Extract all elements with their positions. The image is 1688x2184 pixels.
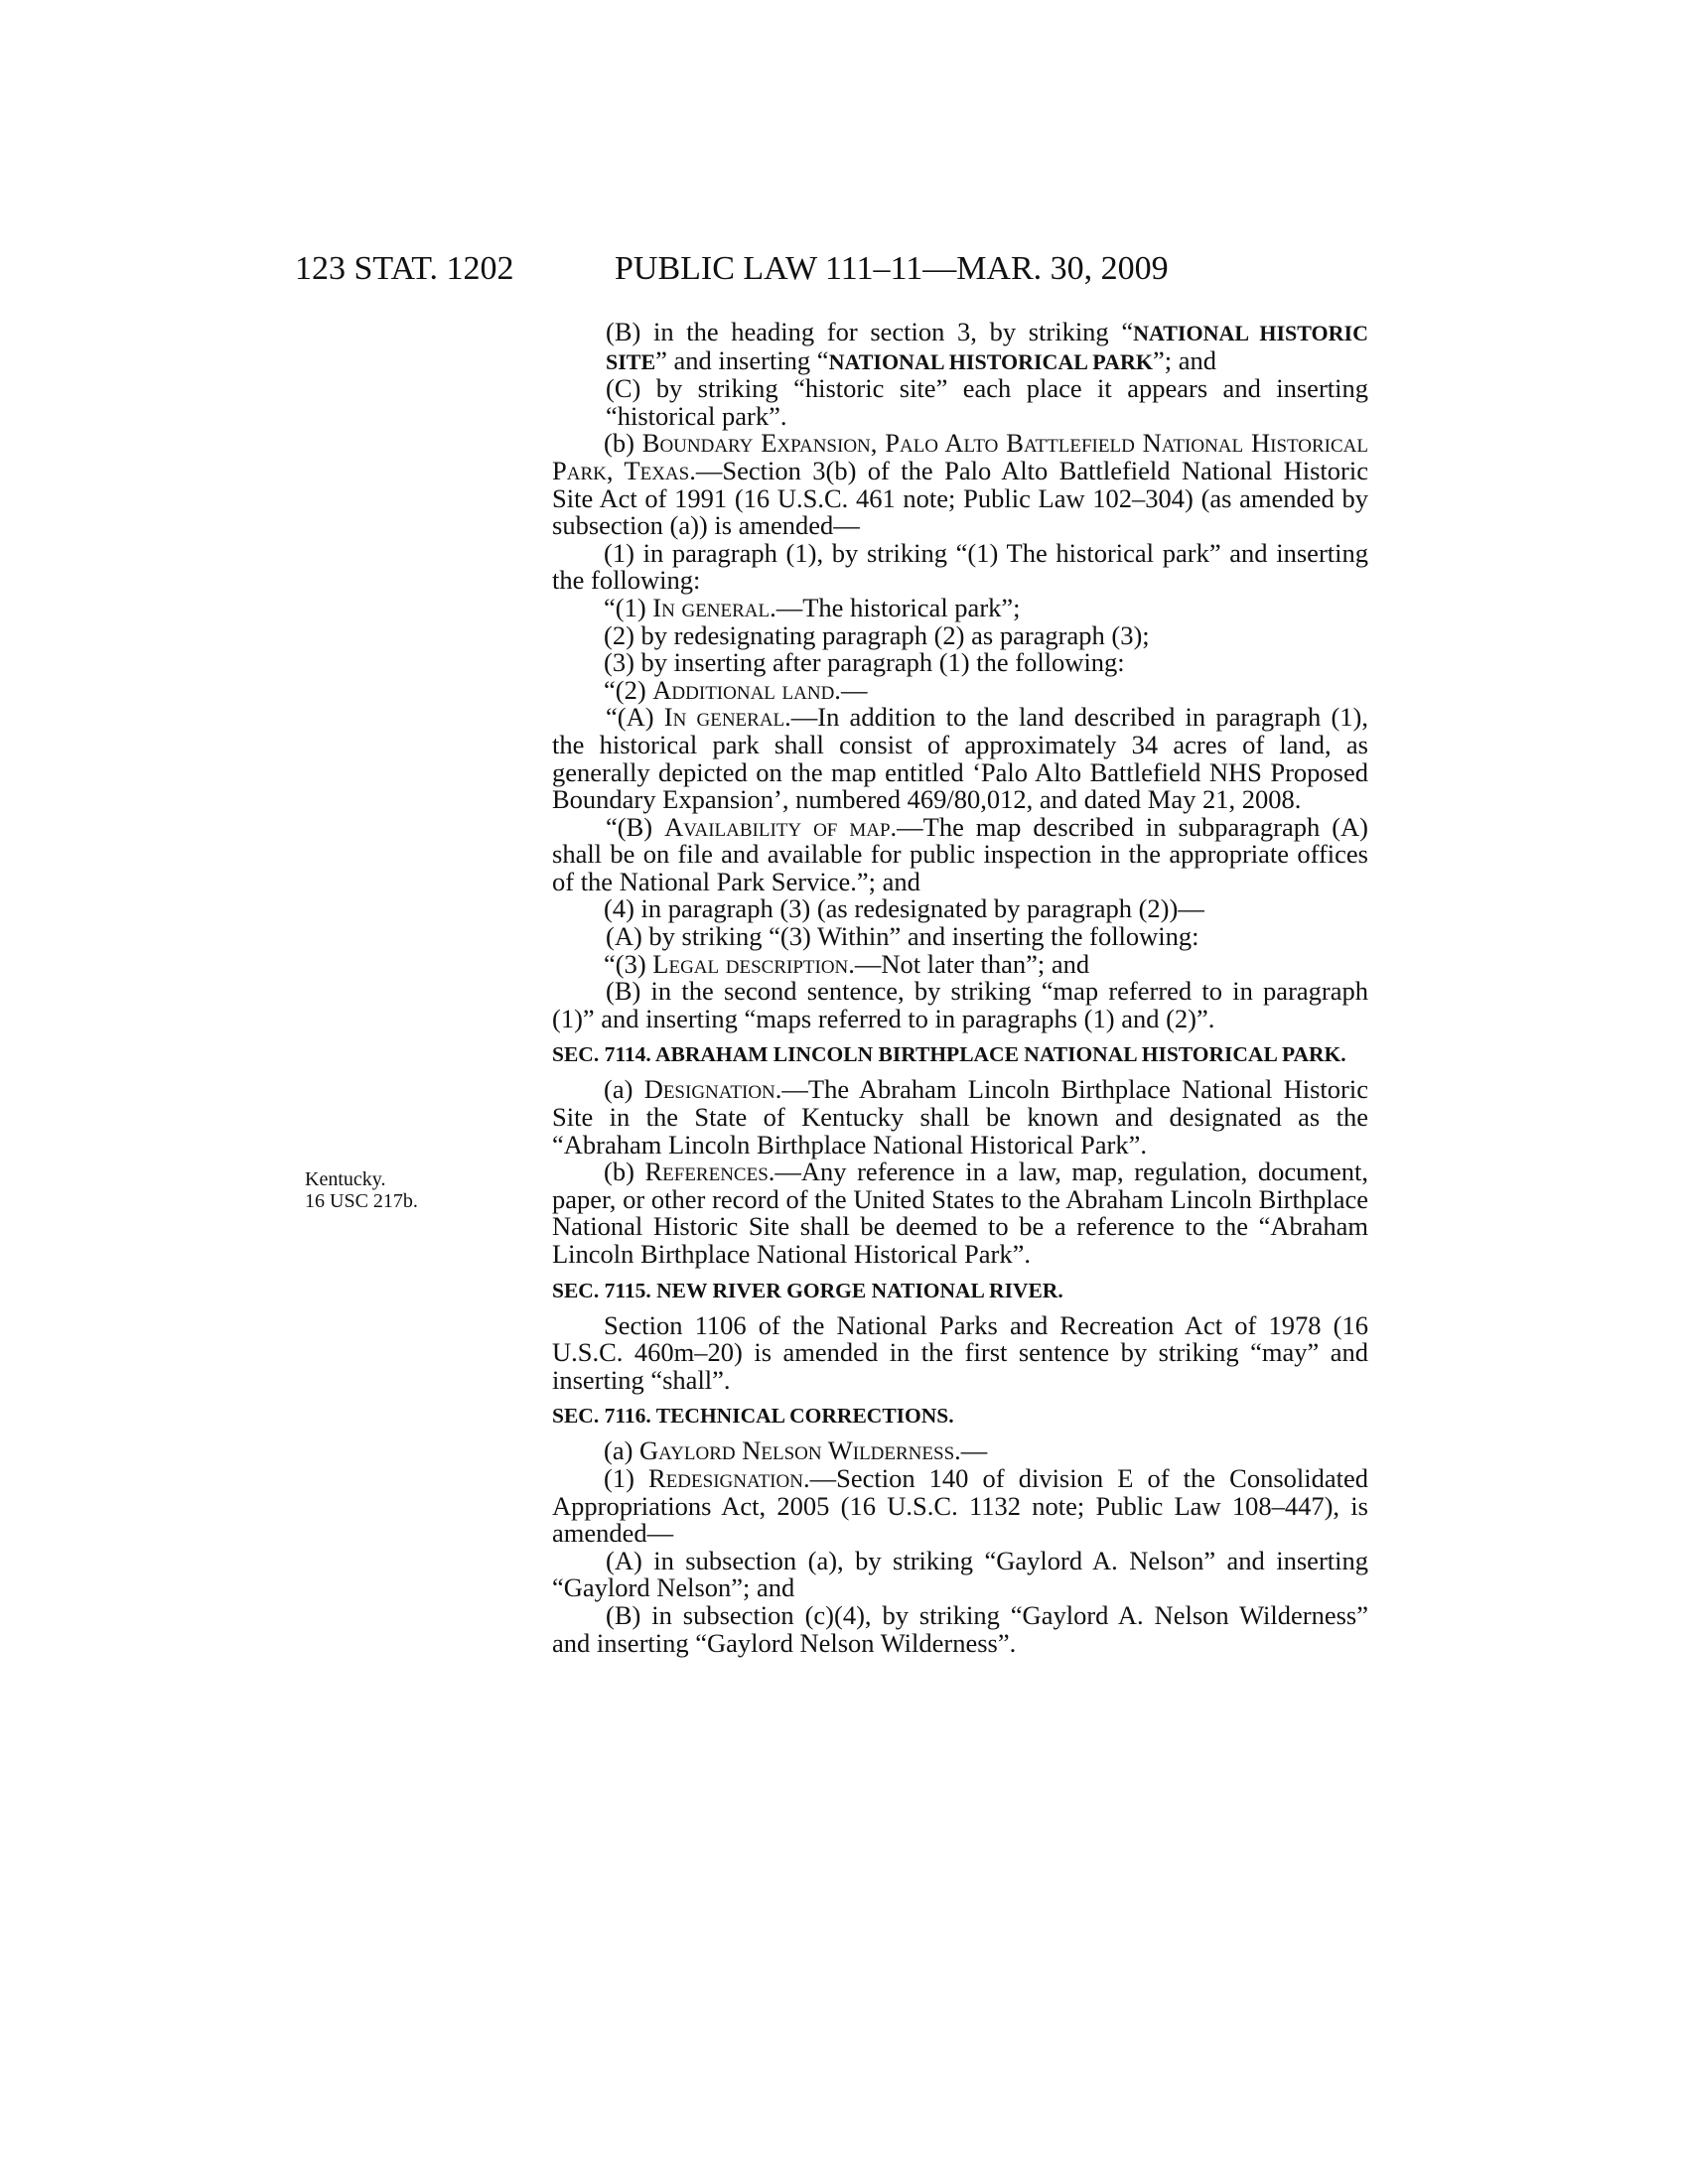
text: “(B) bbox=[606, 811, 665, 842]
text: —Not later than”; and bbox=[854, 948, 1090, 979]
bold-text: NATIONAL HISTORIC SITE bbox=[606, 321, 1368, 374]
small-caps-heading: Designation. bbox=[643, 1074, 782, 1105]
paragraph bbox=[552, 1076, 1368, 1159]
small-caps-heading: Gaylord Nelson Wilderness. bbox=[639, 1435, 961, 1466]
paragraph: (A) by striking “(3) Within” and inserting the following: bbox=[606, 921, 1199, 952]
text: ”; and bbox=[1152, 344, 1216, 375]
paragraph: (A) in subsection (a), by striking “Gaylord A. Nelson” and inserting “Gaylord Nelson”; and bbox=[552, 1545, 1368, 1603]
text: “(2) bbox=[604, 674, 653, 705]
paragraph bbox=[552, 674, 1368, 705]
paragraph bbox=[552, 704, 1368, 813]
section-heading-7115: SEC. 7115. NEW RIVER GORGE NATIONAL RIVER. bbox=[552, 1278, 1063, 1302]
small-caps-heading: In general. bbox=[652, 592, 776, 622]
text: (a) bbox=[604, 1074, 644, 1105]
statute-page-number: 123 STAT. 1202 bbox=[295, 250, 514, 287]
text: (1) bbox=[604, 1462, 649, 1493]
paragraph: (C) by striking “historic site” each place it appears and inserting “historical park”. bbox=[606, 373, 1368, 431]
running-header: PUBLIC LAW 111–11—MAR. 30, 2009 bbox=[615, 250, 1169, 287]
text: — bbox=[840, 674, 868, 705]
small-caps-heading: Redesignation. bbox=[648, 1462, 810, 1493]
paragraph bbox=[552, 1462, 1369, 1549]
small-caps-heading: Availability of map. bbox=[664, 811, 898, 842]
paragraph bbox=[552, 1437, 1368, 1465]
paragraph bbox=[552, 948, 1368, 979]
paragraph: (4) in paragraph (3) (as redesignated by paragraph (2))— bbox=[604, 893, 1204, 924]
text: (a) bbox=[604, 1435, 640, 1466]
bold-text: NATIONAL HISTORICAL PARK bbox=[828, 348, 1153, 374]
text: (b) bbox=[604, 428, 642, 459]
text: —In addition to the land described in paragraph (1), the historical park shall consist of approximately 34 acres of land, as generally depicted on the map entitled ‘Palo Alto Battlefield NHS Proposed Boundary Expansion’, numbered 469/80,012, and dated May 21, 2008. bbox=[552, 702, 1368, 815]
small-caps-heading: In general. bbox=[663, 702, 791, 733]
section-heading-7114: SEC. 7114. ABRAHAM LINCOLN BIRTHPLACE NATIONAL HISTORICAL PARK. bbox=[552, 1042, 1346, 1067]
paragraph: (1) in paragraph (1), by striking “(1) The historical park” and inserting the following: bbox=[552, 537, 1368, 596]
paragraph bbox=[552, 592, 1368, 622]
paragraph: (B) in the second sentence, by striking “map referred to in paragraph (1)” and inserting “maps referred to in paragraphs (1) and (2)”. bbox=[552, 976, 1368, 1033]
text-column bbox=[552, 319, 1368, 1657]
paragraph bbox=[552, 1159, 1368, 1268]
text: — bbox=[960, 1435, 988, 1466]
text: —Section 3(b) of the Palo Alto Battlefield National Historic Site Act of 1991 (16 U.S.C. 461 note; Public Law 102–304) (as amended by subsection (a)) is amended— bbox=[552, 455, 1368, 541]
text: —Any reference in a law, map, regulation, document, paper, or other record of the United States to the Abraham Lincoln Birthplace National Historic Site shall be deemed to be a reference to the “Abraham Lincoln Birthplace National Historical Park”. bbox=[552, 1157, 1368, 1269]
text: “(3) bbox=[604, 948, 653, 979]
paragraph: Section 1106 of the National Parks and Recreation Act of 1978 (16 U.S.C. 460m–20) is amended in the first sentence by striking “may” and inserting “shall”. bbox=[552, 1309, 1368, 1395]
paragraph bbox=[552, 319, 1368, 375]
paragraph bbox=[552, 430, 1368, 539]
text: “(A) bbox=[606, 702, 664, 733]
small-caps-heading: References. bbox=[644, 1157, 775, 1187]
text: —Section 140 of division E of the Consolidated Appropriations Act, 2005 (16 U.S.C. 1132 note; Public Law 108–447), is amended— bbox=[552, 1462, 1369, 1549]
small-caps-heading: Boundary Expansion, Palo Alto Battlefield National Historical Park, Texas. bbox=[552, 428, 1368, 485]
margin-note-state: Kentucky. bbox=[305, 1168, 386, 1190]
text: —The map described in subparagraph (A) shall be on file and available for public inspection in the appropriate offices of the National Park Service.”; and bbox=[552, 811, 1368, 896]
paragraph: (B) in subsection (c)(4), by striking “Gaylord A. Nelson Wilderness” and inserting “Gaylord Nelson Wilderness”. bbox=[552, 1599, 1368, 1658]
paragraph bbox=[552, 811, 1368, 896]
paragraph: (3) by inserting after paragraph (1) the following: bbox=[604, 647, 1125, 678]
section-heading-7116: SEC. 7116. TECHNICAL CORRECTIONS. bbox=[552, 1404, 954, 1429]
text: (b) bbox=[604, 1157, 645, 1187]
margin-note-usc: 16 USC 217b. bbox=[305, 1190, 418, 1212]
text: ” and inserting “ bbox=[655, 344, 829, 375]
text: —The Abraham Lincoln Birthplace National Historic Site in the State of Kentucky shall be known and designated as the “Abraham Lincoln Birthplace National Historical Park”. bbox=[552, 1074, 1368, 1160]
paragraph: (2) by redesignating paragraph (2) as paragraph (3); bbox=[604, 619, 1150, 650]
text: (B) in the heading for section 3, by striking “ bbox=[606, 317, 1134, 346]
text: —The historical park”; bbox=[775, 592, 1021, 622]
text: “(1) bbox=[604, 592, 653, 622]
small-caps-heading: Legal description. bbox=[652, 948, 855, 979]
small-caps-heading: Additional land. bbox=[652, 674, 841, 705]
